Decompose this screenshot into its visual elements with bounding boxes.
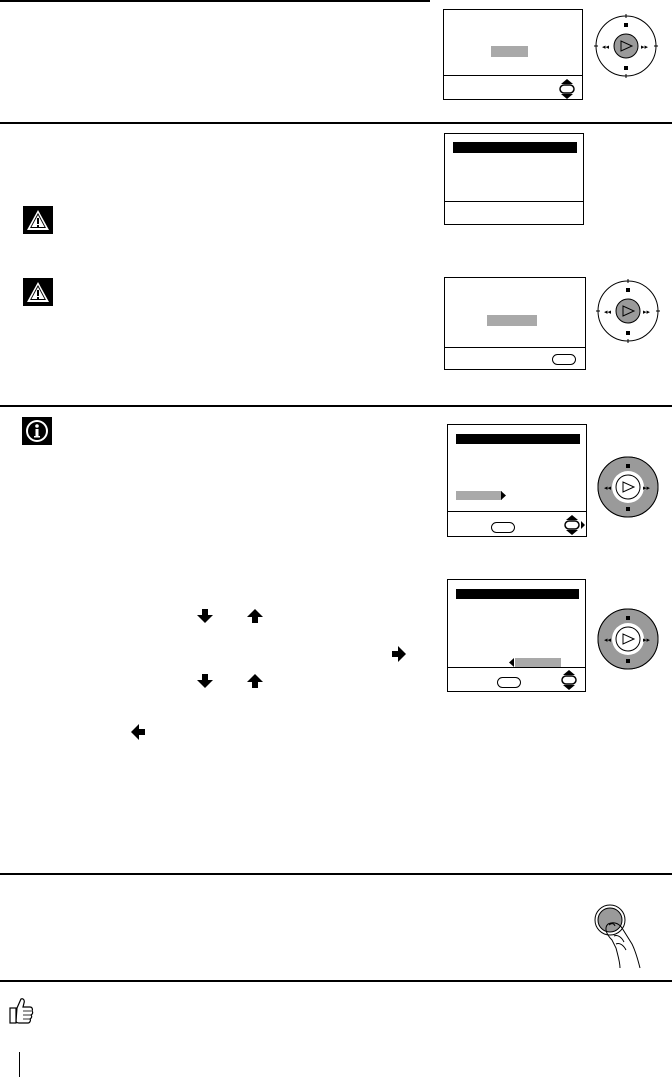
warning-triangle-icon bbox=[23, 206, 53, 234]
up-down-selector-icon bbox=[557, 78, 577, 100]
menu-footer-divider bbox=[448, 667, 585, 668]
highlighted-option bbox=[456, 491, 502, 500]
section-divider-3 bbox=[0, 405, 672, 407]
arrow-right-icon bbox=[392, 646, 406, 662]
up-down-selector-icon bbox=[562, 514, 586, 536]
remote-joystick-icon bbox=[592, 275, 672, 343]
svg-text:◂◂: ◂◂ bbox=[602, 43, 610, 51]
thumbs-up-icon bbox=[8, 996, 34, 1024]
arrow-up-icon bbox=[247, 674, 263, 688]
section-divider-top bbox=[0, 0, 430, 2]
menu-footer-divider bbox=[445, 201, 583, 202]
tv-menu-screen-3 bbox=[444, 277, 586, 370]
up-down-selector-icon bbox=[559, 669, 579, 691]
remote-joystick-icon bbox=[592, 603, 672, 671]
highlighted-option bbox=[515, 658, 561, 667]
remote-joystick-icon bbox=[590, 10, 670, 78]
arrow-left-icon bbox=[509, 658, 514, 667]
ok-button-icon bbox=[491, 522, 515, 533]
svg-text:◂◂: ◂◂ bbox=[604, 484, 612, 492]
menu-title-bar bbox=[456, 434, 580, 444]
arrow-down-icon bbox=[197, 674, 213, 688]
arrow-right-icon bbox=[501, 491, 506, 500]
remote-joystick-icon bbox=[592, 451, 672, 519]
tv-menu-screen-4 bbox=[447, 424, 587, 537]
menu-footer-divider bbox=[445, 347, 585, 348]
ok-button-icon bbox=[552, 354, 576, 365]
svg-text:▸▸: ▸▸ bbox=[643, 308, 651, 316]
tv-menu-screen-5 bbox=[447, 579, 586, 692]
menu-footer-divider bbox=[448, 511, 586, 512]
svg-text:◂◂: ◂◂ bbox=[604, 636, 612, 644]
highlighted-option bbox=[487, 315, 537, 326]
menu-footer-divider bbox=[444, 75, 582, 76]
svg-text:▸▸: ▸▸ bbox=[641, 43, 649, 51]
warning-triangle-icon bbox=[23, 278, 53, 306]
menu-title-bar bbox=[453, 142, 577, 153]
section-divider-2 bbox=[0, 122, 672, 124]
section-divider-4 bbox=[0, 873, 672, 875]
tv-menu-screen-1 bbox=[443, 9, 583, 100]
svg-text:▸▸: ▸▸ bbox=[643, 484, 651, 492]
menu-title-bar bbox=[456, 589, 579, 599]
arrow-left-icon bbox=[131, 724, 145, 740]
svg-text:◂◂: ◂◂ bbox=[604, 308, 612, 316]
tv-menu-screen-2 bbox=[444, 133, 584, 225]
arrow-up-icon bbox=[247, 609, 263, 623]
ok-button-icon bbox=[497, 677, 521, 688]
page-margin-marker bbox=[19, 1052, 20, 1077]
section-divider-5 bbox=[0, 980, 672, 982]
info-icon bbox=[22, 417, 52, 445]
highlighted-option bbox=[491, 46, 528, 57]
finger-pressing-button-icon bbox=[588, 900, 648, 970]
svg-text:▸▸: ▸▸ bbox=[643, 636, 651, 644]
arrow-down-icon bbox=[197, 609, 213, 623]
